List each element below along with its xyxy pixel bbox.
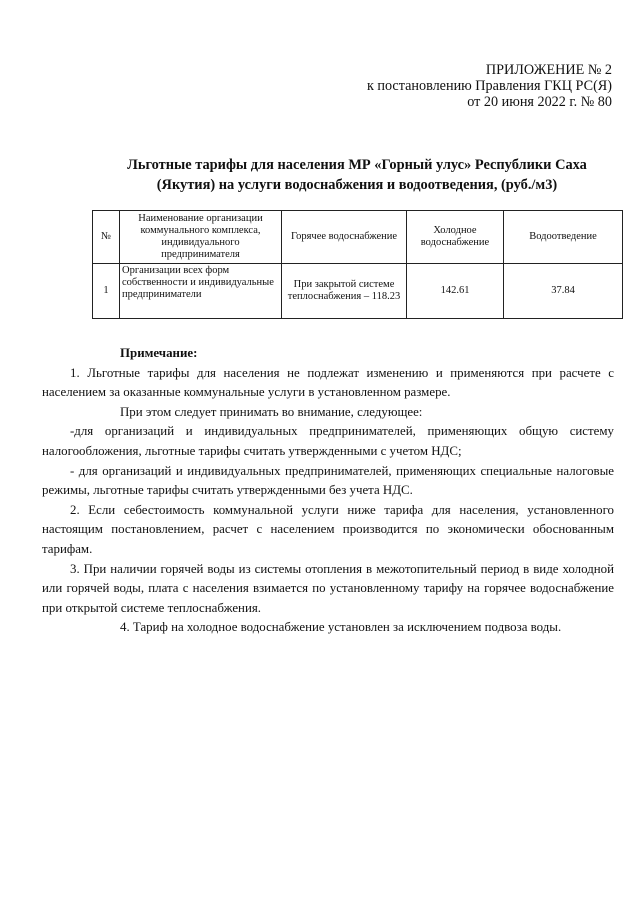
document-title xyxy=(92,155,622,195)
header-hot-water: Горячее водоснабжение xyxy=(282,211,407,264)
appendix-number: ПРИЛОЖЕНИЕ № 2 xyxy=(485,62,612,78)
appendix-date: от 20 июня 2022 г. № 80 xyxy=(467,94,612,110)
notes-section xyxy=(42,344,614,638)
cell-cold-water: 142.61 xyxy=(407,264,504,319)
tariffs-table xyxy=(92,210,623,319)
appendix-resolution: к постановлению Правления ГКЦ РС(Я) xyxy=(366,78,612,94)
note-4: 4. Тариф на холодное водоснабжение установлен за исключением подвоза воды. xyxy=(120,620,562,635)
table-row xyxy=(93,264,623,319)
table-header-row xyxy=(93,211,623,264)
note-2: 2. Если себестоимость коммунальной услуги ниже тарифа для населения, установленного настоящим постановлением, расчет с населением производится по экономически обоснованным тарифам. xyxy=(42,502,614,556)
header-num: № xyxy=(93,211,120,264)
header-cold-water: Холодное водоснабжение xyxy=(407,211,504,264)
cell-hot-water: При закрытой системе теплоснабжения – 118.23 xyxy=(282,264,407,319)
note-1-general-tax: -для организаций и индивидуальных предпринимателей, применяющих общую систему налогообложения, льготные тарифы считать утвержденными с учетом НДС; xyxy=(42,424,614,458)
document-title-line2: (Якутия) на услуги водоснабжения и водоотведения, (руб./м3) xyxy=(156,177,558,193)
header-sewerage: Водоотведение xyxy=(504,211,623,264)
cell-sewerage: 37.84 xyxy=(504,264,623,319)
cell-org: Организации всех форм собственности и индивидуальные предприниматели xyxy=(120,264,282,319)
header-org: Наименование организации коммунального комплекса, индивидуального предпринимателя xyxy=(120,211,282,264)
note-1-special-tax: - для организаций и индивидуальных предпринимателей, применяющих специальные налоговые режимы, льготные тарифы считать утвержденными без учета НДС. xyxy=(42,463,614,498)
cell-num: 1 xyxy=(93,264,120,319)
note-1-intro: При этом следует принимать во внимание, следующее: xyxy=(120,404,423,419)
notes-heading: Примечание: xyxy=(120,346,198,360)
note-1: 1. Льготные тарифы для населения не подлежат изменению и применяются при расчете с населением за оказанные коммунальные услуги в установленном размере. xyxy=(42,365,614,400)
document-title-line1: Льготные тарифы для населения МР «Горный улус» Республики Саха xyxy=(127,157,587,173)
note-3: 3. При наличии горячей воды из системы отопления в межотопительный период в виде холодной или горячей воды, плата с населения взимается по установленному тарифу на горячее водоснабжение при открытой системе теплоснабжения. xyxy=(42,561,614,615)
appendix-header xyxy=(367,62,612,110)
